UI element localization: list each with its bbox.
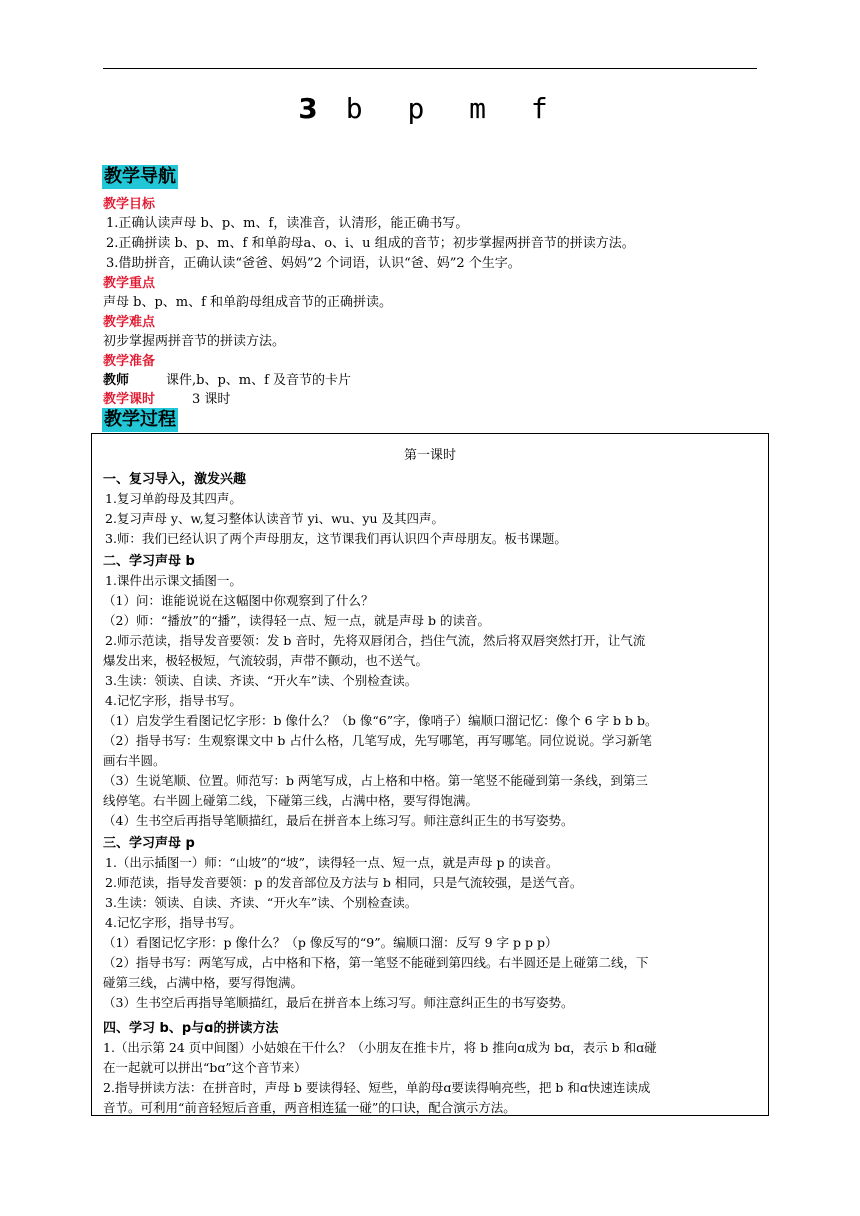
key-point-label: 教学重点 [103,276,156,291]
lesson-letters: b p m f [345,92,562,125]
lesson-line: 3.生读：领读、自读、齐读、“开火车”读、个别检查读。 [105,673,418,688]
header-rule [103,68,757,69]
section-heading: 三、学习声母 p [103,836,195,851]
lesson-line: 2.复习声母 y、w,复习整体认读音节 yi、wu、yu 及其四声。 [105,511,445,526]
key-point-text: 声母 b、p、m、f 和单韵母组成音节的正确拼读。 [103,295,393,310]
lesson-line: （3）生说笔顺、位置。师范写：b 两笔写成，占上格和中格。第一笔竖不能碰到第一条线，到第三 [103,773,648,788]
hours-text: 3 课时 [192,392,231,407]
objective-item: 1.正确认读声母 b、p、m、f，读准音，认清形，能正确书写。 [106,216,469,231]
lesson-line: 爆发出来，极轻极短，气流较弱，声带不颤动，也不送气。 [103,653,429,668]
lesson-line: 碰第三线，占满中格，要写得饱满。 [103,975,304,990]
objectives-label: 教学目标 [103,197,156,212]
lesson-line: 4.记忆字形，指导书写。 [105,693,242,708]
lesson-number: 3 [298,92,324,125]
lesson-line: 2.师示范读，指导发音要领：发 b 音时，先将双唇闭合，挡住气流，然后将双唇突然打开，让气流 [105,633,646,648]
section-heading: 四、学习 b、p与ɑ的拼读方法 [103,1021,279,1036]
lesson-line: （1）看图记忆字形：p 像什么？（p 像反写的“9”。编顺口溜：反写 9 字 p p p） [103,935,558,950]
nav-heading: 教学导航 [104,166,176,187]
lesson-line: （4）生书空后再指导笔顺描红，最后在拼音本上练习写。师注意纠正生的书写姿势。 [103,813,574,828]
preparation-label: 教学准备 [103,354,156,369]
lesson-line: （2）指导书写：生观察课文中 b 占什么格，几笔写成，先写哪笔，再写哪笔。同位说说。学习新笔 [103,733,652,748]
difficulty-label: 教学难点 [103,315,156,330]
section-heading: 一、复习导入，激发兴趣 [103,472,247,487]
lesson-line: （2）师：“播放”的“播”，读得轻一点、短一点，就是声母 b 的读音。 [103,613,490,628]
lesson-line: （3）生书空后再指导笔顺描红，最后在拼音本上练习写。师注意纠正生的书写姿势。 [103,995,574,1010]
lesson-line: 1.（出示插图一）师：“山坡”的“坡”，读得轻一点、短一点，就是声母 p 的读音。 [105,855,559,870]
lesson-line: 1.复习单韵母及其四声。 [105,491,242,506]
lesson-line: 1.（出示第 24 页中间图）小姑娘在干什么？（小朋友在推卡片，将 b 推向ɑ成为 bɑ，表示 b 和ɑ碰 [103,1040,657,1055]
section-heading: 二、学习声母 b [103,554,195,569]
lesson-line: （1）问：谁能说说在这幅图中你观察到了什么？ [103,593,374,608]
lesson-plan-table [91,433,769,1116]
lesson-line: （2）指导书写：两笔写成，占中格和下格，第一笔竖不能碰到第四线。右半圆还是上碰第二线，下 [103,955,649,970]
lesson-title: 第一课时 [403,448,456,463]
page-title [0,92,860,125]
lesson-line: 音节。可利用“前音轻短后音重，两音相连猛一碰”的口诀，配合演示方法。 [103,1100,516,1115]
lesson-line: 1.课件出示课文插图一。 [105,573,242,588]
lesson-line: 画右半圆。 [103,753,166,768]
lesson-line: （1）启发学生看图记忆字形：b 像什么？（b 像“6”字，像哨子）编顺口溜记忆：像个 6 字 b b b。 [103,713,658,728]
objective-item: 2.正确拼读 b、p、m、f 和单韵母a、o、i、u 组成的音节；初步掌握两拼音节的拼读方法。 [106,236,635,251]
lesson-line: 3.师：我们已经认识了两个声母朋友，这节课我们再认识四个声母朋友。板书课题。 [105,531,567,546]
objective-item: 3.借助拼音，正确认读“爸爸、妈妈”2 个词语，认识“爸、妈”2 个生字。 [106,256,521,271]
lesson-line: 4.记忆字形，指导书写。 [105,915,242,930]
lesson-line: 线停笔。右半圆上碰第二线，下碰第三线，占满中格，要写得饱满。 [103,793,479,808]
teacher-text: 课件,b、p、m、f 及音节的卡片 [166,373,352,388]
process-heading: 教学过程 [104,409,176,430]
teacher-label: 教师 [103,373,130,388]
lesson-line: 3.生读：领读、自读、齐读、“开火车”读、个别检查读。 [105,895,418,910]
difficulty-text: 初步掌握两拼音节的拼读方法。 [103,334,286,349]
hours-label: 教学课时 [103,392,156,407]
lesson-line: 2.师范读，指导发音要领：p 的发音部位及方法与 b 相同，只是气流较强，是送气音。 [105,875,583,890]
lesson-line: 在一起就可以拼出“bɑ”这个音节来） [103,1060,307,1075]
lesson-line: 2.指导拼读方法：在拼音时，声母 b 要读得轻、短些，单韵母ɑ要读得响亮些，把 b 和ɑ快速连读成 [103,1080,651,1095]
